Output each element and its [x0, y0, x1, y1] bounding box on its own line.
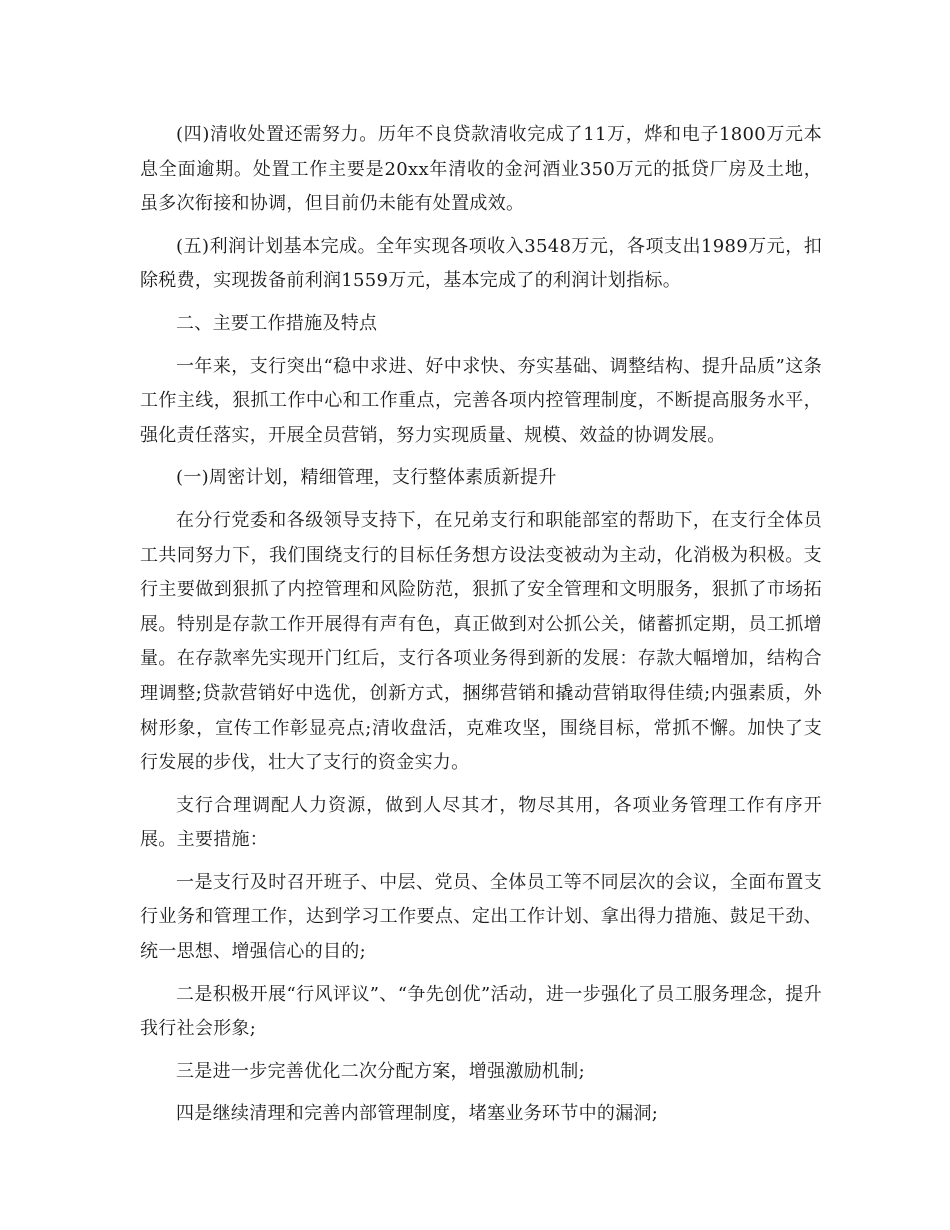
paragraph-hr-measures: 支行合理调配人力资源，做到人尽其才，物尽其用，各项业务管理工作有序开展。主要措施：: [140, 794, 822, 851]
paragraph-item-5-profit: (五)利润计划基本完成。全年实现各项收入3548万元，各项支出1989万元，扣除税费，实现拨备前利润1559万元，基本完成了的利润计划指标。: [140, 235, 822, 292]
measure-item-3: 三是进一步完善优化二次分配方案，增强激励机制;: [176, 1060, 585, 1082]
measure-item-1: 一是支行及时召开班子、中层、党员、全体员工等不同层次的会议，全面布置支行业务和管理工作，达到学习工作要点、定出工作计划、拿出得力措施、鼓足干劲、统一思想、增强信心的目的;: [140, 871, 822, 963]
document-body: [140, 118, 822, 1140]
paragraph-overview: 一年来，支行突出“稳中求进、好中求快、夯实基础、调整结构、提升品质”这条工作主线，狠抓工作中心和工作重点，完善各项内控管理制度，不断提高服务水平，强化责任落实，开展全员营销，努力实现质量、规模、效益的协调发展。: [140, 355, 822, 446]
paragraph-achievements: 在分行党委和各级领导支持下，在兄弟支行和职能部室的帮助下，在支行全体员工共同努力下，我们围绕支行的目标任务想方设法变被动为主动，化消极为积极。支行主要做到狠抓了内控管理和风险防范，狠抓了安全管理和文明服务，狠抓了市场拓展。特别是存款工作开展得有声有色，真正做到对公抓公关，储蓄抓定期，员工抓增量。在存款率先实现开门红后，支行各项业务得到新的发展：存款大幅增加，结构合理调整;贷款营销好中选优，创新方式，捆绑营销和撬动营销取得佳绩;内强素质，外树形象，宣传工作彰显亮点;清收盘活，克难攻坚，围绕目标，常抓不懈。加快了支行发展的步伐，壮大了支行的资金实力。: [140, 509, 822, 774]
subheading-1: (一)周密计划，精细管理，支行整体素质新提升: [176, 467, 557, 489]
paragraph-item-4-disposal: (四)清收处置还需努力。历年不良贷款清收完成了11万，烨和电子1800万元本息全面逾期。处置工作主要是20xx年清收的金河酒业350万元的抵贷厂房及土地，虽多次衔接和协调，但目前仍未能有处置成效。: [140, 124, 822, 215]
measure-item-4: 四是继续清理和完善内部管理制度，堵塞业务环节中的漏洞;: [176, 1103, 659, 1125]
section-heading-2: 二、主要工作措施及特点: [176, 312, 378, 334]
measure-item-2: 二是积极开展“行风评议”、“争先创优”活动，进一步强化了员工服务理念，提升我行社会形象;: [140, 983, 822, 1040]
